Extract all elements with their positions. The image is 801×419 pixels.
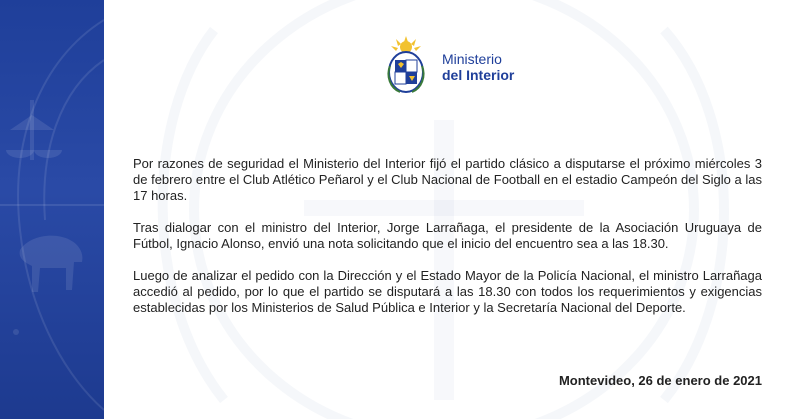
uruguay-coat-of-arms-icon <box>376 36 436 96</box>
paragraph-2: Tras dialogar con el ministro del Interior, Jorge Larrañaga, el presidente de la Asociación Uruguaya de Fútbol, Ignacio Alonso, envió una nota solicitando que el inicio del encuentro sea a las 18.30. <box>133 220 762 251</box>
place-and-date: Montevideo, 26 de enero de 2021 <box>558 373 762 388</box>
press-release-body <box>133 156 762 332</box>
sidebar-watermark-icon <box>0 0 104 419</box>
logo-wordmark <box>442 51 514 83</box>
left-blue-band <box>0 0 104 419</box>
paragraph-3: Luego de analizar el pedido con la Dirección y el Estado Mayor de la Policía Nacional, el ministro Larrañaga accedió al pedido, por lo que el partido se disputará a las 18.30 con todos los requerimientos y exigencias establecidas por los Ministerios de Salud Pública e Interior y la Secretaría Nacional del Deporte. <box>133 268 762 315</box>
logo-line-del-interior: del Interior <box>442 67 515 84</box>
ministry-logo <box>376 36 556 96</box>
paragraph-1: Por razones de seguridad el Ministerio del Interior fijó el partido clásico a disputarse el próximo miércoles 3 de febrero entre el Club Atlético Peñarol y el Club Nacional de Football en el estadio Campeón del Siglo a las 17 horas. <box>133 156 762 203</box>
logo-line-ministerio: Ministerio <box>442 51 502 67</box>
